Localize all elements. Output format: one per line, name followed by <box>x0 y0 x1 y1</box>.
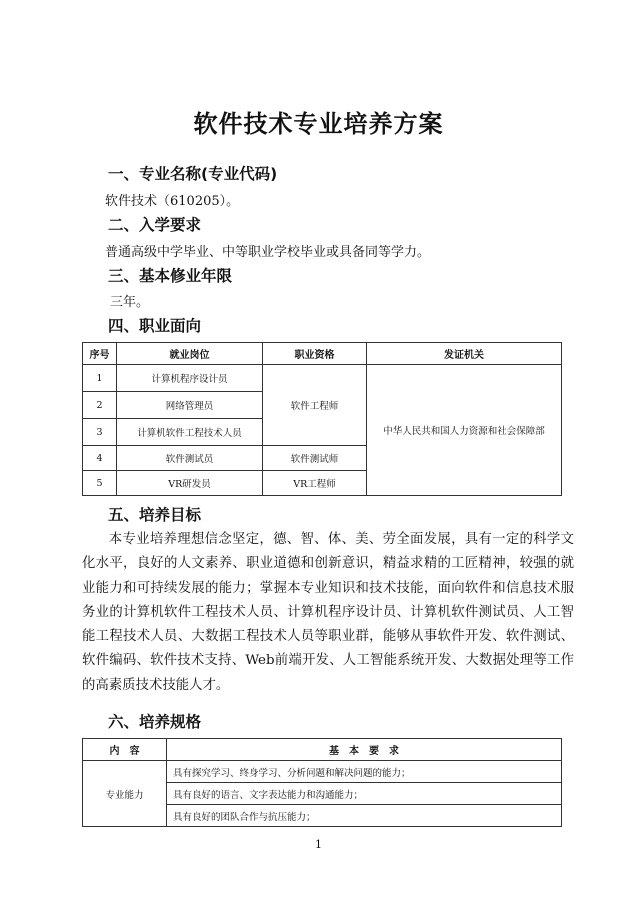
requirement-item: 具有良好的团队合作与抗压能力； <box>167 805 562 827</box>
page-number: 1 <box>315 838 322 851</box>
row-post: 软件测试员 <box>117 446 263 471</box>
career-table <box>82 342 562 496</box>
qualification-cell: 软件测试师 <box>263 446 367 471</box>
table-header-row <box>83 739 562 761</box>
requirement-item: 具有良好的语言、文字表达能力和沟通能力； <box>167 783 562 805</box>
section-heading-duration: 三、基本修业年限 <box>108 267 233 285</box>
spec-table <box>82 738 562 827</box>
header-post: 就业岗位 <box>117 343 263 365</box>
major-name-text: 软件技术（610205）。 <box>105 194 240 209</box>
admission-text: 普通高级中学毕业、中等职业学校毕业或具备同等学力。 <box>105 245 431 260</box>
header-authority: 发证机关 <box>367 343 562 365</box>
row-no: 5 <box>83 471 117 496</box>
row-no: 3 <box>83 419 117 446</box>
header-qualification: 职业资格 <box>263 343 367 365</box>
section-heading-major-name: 一、专业名称(专业代码) <box>108 165 278 183</box>
section-heading-admission: 二、入学要求 <box>108 216 202 234</box>
row-post: VR研发员 <box>117 471 263 496</box>
row-post: 网络管理员 <box>117 392 263 419</box>
table-header-row <box>83 343 562 365</box>
header-requirements: 基 本 要 求 <box>167 739 562 761</box>
row-post: 计算机软件工程技术人员 <box>117 419 263 446</box>
header-content: 内 容 <box>83 739 167 761</box>
authority-cell: 中华人民共和国人力资源和社会保障部 <box>367 365 562 496</box>
section-heading-career: 四、职业面向 <box>108 317 202 335</box>
section-heading-spec: 六、培养规格 <box>108 713 202 731</box>
header-no: 序号 <box>83 343 117 365</box>
duration-text: 三年。 <box>110 295 150 310</box>
qualification-cell: VR工程师 <box>263 471 367 496</box>
row-post: 计算机程序设计员 <box>117 365 263 392</box>
page-title: 软件技术专业培养方案 <box>193 110 444 138</box>
requirement-item: 具有探究学习、终身学习、分析问题和解决问题的能力； <box>167 761 562 783</box>
objective-paragraph: 本专业培养理想信念坚定，德、智、体、美、劳全面发展，具有一定的科学文化水平，良好的人文素养、职业道德和创新意识，精益求精的工匠精神，较强的就业能力和可持续发展的能力；掌握本专业知识和技术技能，面向软件和信息技术服务业的计算机软件工程技术人员、计算机程序设计员、计算机软件测试员、人工智能工程技术人员、大数据工程技术人员等职业群，能够从事软件开发、软件测试、软件编码、软件技术支持、Web前端开发、人工智能系统开发、大数据处理等工作的高素质技术技能人才。 <box>82 532 574 693</box>
category-cell: 专业能力 <box>83 761 167 827</box>
qualification-cell: 软件工程师 <box>263 365 367 446</box>
table-row <box>83 761 562 783</box>
row-no: 4 <box>83 446 117 471</box>
section-heading-objective: 五、培养目标 <box>108 506 202 524</box>
row-no: 2 <box>83 392 117 419</box>
table-row <box>83 365 562 392</box>
row-no: 1 <box>83 365 117 392</box>
